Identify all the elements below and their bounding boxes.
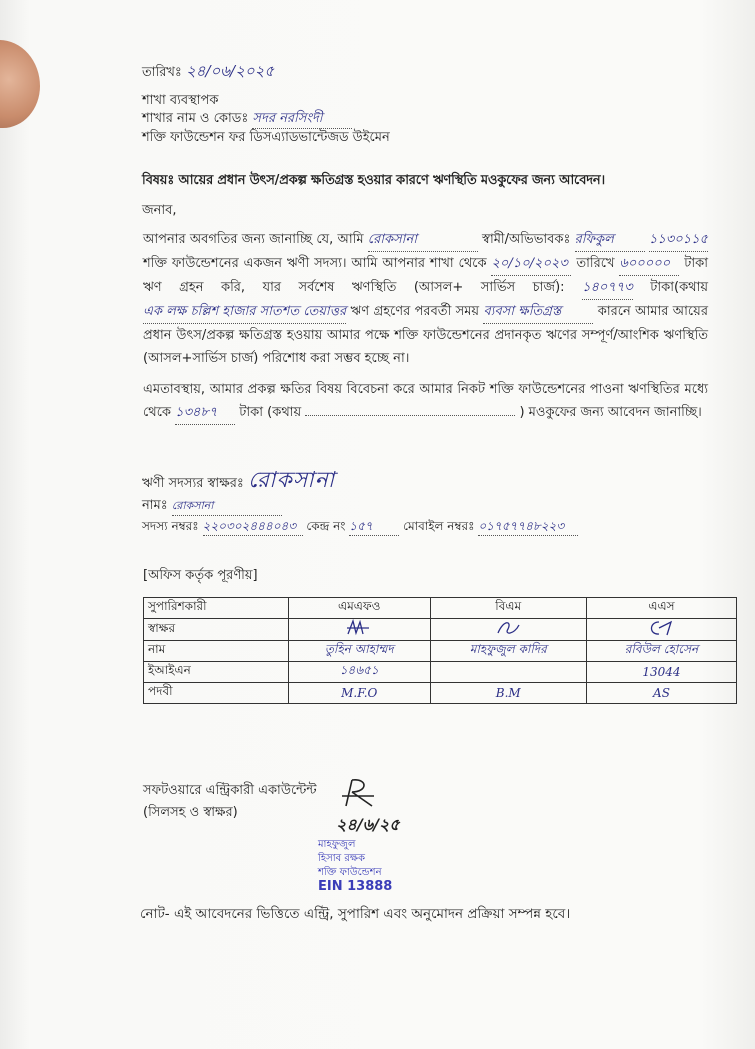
member-name: রোকসানা bbox=[172, 497, 282, 516]
member-signature-line bbox=[142, 468, 336, 493]
amount-in-words: এক লক্ষ চল্লিশ হাজার সাতশত তেয়াত্তর bbox=[143, 300, 346, 324]
date-label: তারিখঃ bbox=[142, 65, 182, 80]
mfo-name: তুহিন আহাম্মদ bbox=[289, 641, 431, 662]
guardian-name: রফিকুল bbox=[575, 228, 645, 252]
accountant-seal-note: (সিলসহ ও স্বাক্ষর) bbox=[143, 805, 238, 820]
signature-scribble-icon bbox=[647, 619, 675, 637]
member-signature: রোকসানা bbox=[247, 468, 336, 493]
footer-note: নোট- এই আবেদনের ভিত্তিতে এন্ট্রি, সুপারিশ এবং অনুমোদন প্রক্রিয়া সম্পন্ন হবে। bbox=[140, 906, 571, 922]
center-label: কেন্দ্র নং bbox=[306, 519, 346, 533]
member-number: ১১৩০১১৫ bbox=[649, 228, 708, 252]
center-no: ১৫৭ bbox=[349, 517, 399, 536]
p1-text-8: কারনে আমার আয়ের প্রধান উৎস/প্রকল্প ক্ষতিগ্রস্ত হওয়ায় আমার পক্ষে শক্তি ফাউন্ডেশনের প্রদানকৃত ঋণের সম্পূর্ণ/আংশিক ঋণস্থিতি (আসল+সার্ভিস চার্জ) পরিশোধ করা সম্ভব হচ্ছে না। bbox=[143, 304, 708, 366]
as-signature bbox=[586, 619, 736, 641]
office-header-row bbox=[144, 598, 737, 619]
bm-name: মাহফুজুল কাদির bbox=[430, 641, 586, 662]
office-row-ein bbox=[144, 662, 737, 683]
row-label: নাম bbox=[144, 641, 289, 662]
loss-reason: ব্যবসা ক্ষতিগ্রস্ত bbox=[483, 300, 593, 324]
paragraph-2 bbox=[143, 378, 708, 425]
salutation: জনাব, bbox=[142, 203, 177, 218]
accountant-signature-icon bbox=[338, 776, 378, 810]
accountant-label: সফটওয়ারে এন্ট্রিকারী একাউন্টেন্ট bbox=[143, 783, 317, 798]
recipient-title: শাখা ব্যবস্থাপক bbox=[142, 93, 219, 108]
col-mfo: এমএফও bbox=[289, 598, 431, 619]
col-bm: বিএম bbox=[430, 598, 586, 619]
p1-text-3: শক্তি ফাউন্ডেশনের একজন ঋণী সদস্য। আমি আপনার শাখা থেকে bbox=[143, 256, 487, 271]
as-ein: 13044 bbox=[586, 662, 736, 683]
row-label: ইআইএন bbox=[144, 662, 289, 683]
p1-text-1: আপনার অবগতির জন্য জানাচ্ছি যে, আমি bbox=[143, 232, 364, 247]
p2-text-2: টাকা (কথায় bbox=[239, 405, 302, 420]
accountant-sign-date: ২৪/৬/২৫ bbox=[336, 815, 400, 834]
row-label: স্বাক্ষর bbox=[144, 619, 289, 641]
waiver-words-blank bbox=[305, 415, 515, 416]
office-row-signature bbox=[144, 619, 737, 641]
loan-amount: ৬০০০০০ bbox=[619, 252, 679, 276]
office-heading: [অফিস কর্তৃক পূরণীয়] bbox=[143, 568, 258, 583]
row-label: পদবী bbox=[144, 683, 289, 704]
mfo-designation: M.F.O bbox=[289, 683, 431, 704]
as-designation: AS bbox=[586, 683, 736, 704]
member-name-label: নামঃ bbox=[142, 498, 168, 513]
member-signature-label: ঋণী সদস্যর স্বাক্ষরঃ bbox=[142, 476, 244, 491]
signature-scribble-icon bbox=[345, 619, 373, 637]
as-name: রবিউল হোসেন bbox=[586, 641, 736, 662]
p1-text-6: টাকা(কথায় bbox=[650, 280, 709, 295]
member-details-line bbox=[142, 517, 578, 536]
seal-name: মাহফুজুল bbox=[318, 839, 356, 850]
mobile-label: মোবাইল নম্বরঃ bbox=[403, 519, 475, 533]
applicant-name: রোকসানা bbox=[368, 228, 478, 252]
member-name-line bbox=[142, 497, 282, 516]
p2-text-3: ) মওকুফের জন্য আবেদন জানাচ্ছি। bbox=[519, 405, 702, 420]
office-row-designation bbox=[144, 683, 737, 704]
p1-text-5: টাকা ঋণ গ্রহন করি, যার সর্বশেষ ঋণস্থিতি (আসল+ সার্ভিস চার্জ): bbox=[143, 256, 709, 295]
col-recommender: সুপারিশকারী bbox=[144, 598, 289, 619]
member-no-label: সদস্য নম্বরঃ bbox=[142, 519, 199, 533]
waiver-amount: ১৩৪৮৭ bbox=[175, 401, 235, 425]
branch-line bbox=[142, 110, 352, 129]
mfo-ein: ১৪৬৫১ bbox=[289, 662, 431, 683]
mfo-signature bbox=[289, 619, 431, 641]
p1-text-2: স্বামী/অভিভাবকঃ bbox=[482, 232, 571, 247]
col-as: এএস bbox=[586, 598, 736, 619]
date-value: ২৪/০৬/২০২৫ bbox=[186, 62, 275, 80]
bm-designation: B.M bbox=[430, 683, 586, 704]
accountant-seal bbox=[318, 838, 438, 894]
organization: শক্তি ফাউন্ডেশন ফর ডিসএ্যাডভান্টেজড উইমেন bbox=[142, 130, 390, 145]
paragraph-1 bbox=[143, 228, 708, 370]
bm-signature bbox=[430, 619, 586, 641]
loan-balance: ১৪০৭৭৩ bbox=[582, 276, 633, 300]
bm-ein bbox=[430, 662, 586, 683]
p2-text-1: এমতাবস্থায়, আমার প্রকল্প ক্ষতির বিষয় বিবেচনা করে আমার নিকট শক্তি ফাউন্ডেশনের পাওনা ঋণস্থিতির মধ্যে থেকে bbox=[143, 382, 708, 420]
seal-ein: EIN 13888 bbox=[318, 879, 393, 894]
thumb bbox=[0, 40, 40, 128]
loan-date: ২০/১০/২০২৩ bbox=[491, 252, 571, 276]
signature-scribble-icon bbox=[494, 619, 522, 637]
seal-designation: হিসাব রক্ষক bbox=[318, 853, 365, 864]
office-table bbox=[143, 597, 737, 704]
mobile-no: ০১৭৫৭৭৪৮২২৩ bbox=[478, 517, 578, 536]
branch-label: শাখার নাম ও কোডঃ bbox=[142, 111, 249, 126]
subject: বিষয়ঃ আয়ের প্রধান উৎস/প্রকল্প ক্ষতিগ্রস্ত হওয়ার কারণে ঋণস্থিতি মওকুফের জন্য আবেদন। bbox=[142, 173, 605, 188]
p1-text-7: ঋণ গ্রহণের পরবর্তী সময় bbox=[350, 304, 480, 319]
seal-organization: শক্তি ফাউন্ডেশন bbox=[318, 867, 382, 878]
p1-text-4: তারিখে bbox=[576, 256, 615, 271]
branch-value: সদর নরসিংদী bbox=[252, 110, 352, 129]
office-row-name bbox=[144, 641, 737, 662]
date-line bbox=[142, 62, 274, 82]
member-no: ২২০৩০২৪৪৪০৪৩ bbox=[203, 517, 303, 536]
